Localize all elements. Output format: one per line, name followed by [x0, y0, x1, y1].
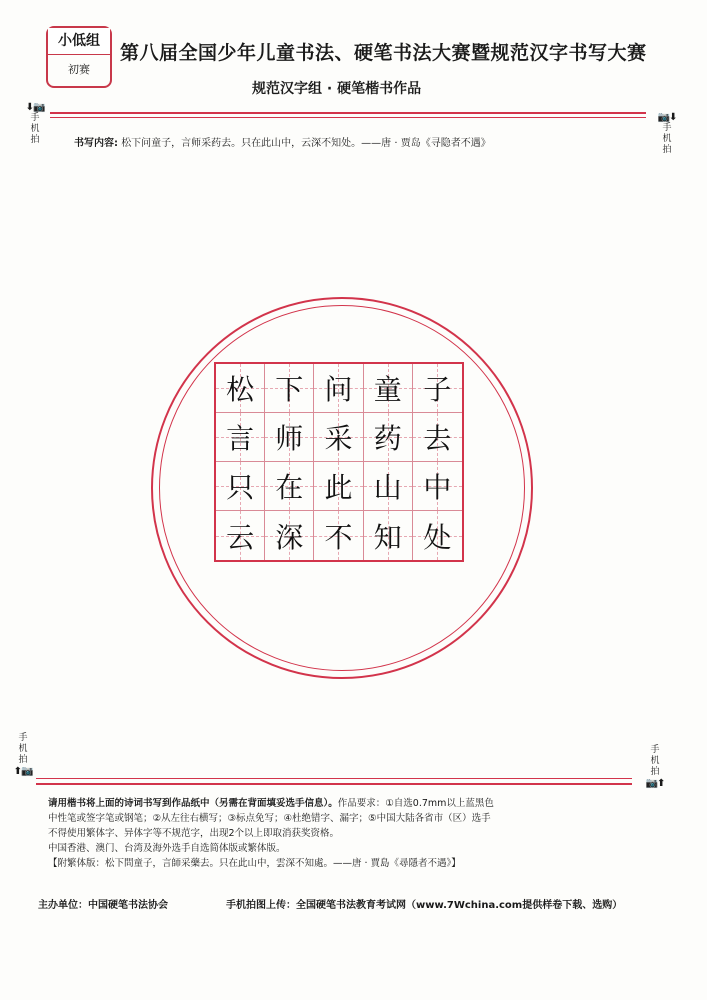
- grid-cell: 松: [216, 364, 265, 413]
- bottom-rule-thin: [36, 778, 632, 779]
- phone-mark-char: 手: [30, 113, 40, 123]
- camera-icon: ⬆📷: [13, 766, 33, 777]
- group-badge: [46, 26, 112, 88]
- phone-mark-char: 机: [650, 756, 660, 766]
- grid-cell: 问: [314, 364, 363, 413]
- organizer-text: 主办单位：中国硬笔书法协会: [38, 900, 168, 911]
- camera-icon: 📷⬇: [657, 112, 677, 123]
- phone-mark-char: 手: [18, 733, 28, 743]
- grid-cell: 处: [413, 511, 462, 560]
- grid-cell: 云: [216, 511, 265, 560]
- bottom-rule: [36, 783, 632, 785]
- instruction-line: [48, 796, 648, 811]
- phone-mark-char: 机: [662, 134, 672, 144]
- instruction-rest: 作品要求：①自选0.7mm以上蓝黑色: [337, 798, 494, 809]
- group-label: 小低组: [48, 28, 110, 55]
- instruction-lead: 请用楷书将上面的诗词书写到作品纸中（另需在背面填妥选手信息）。: [48, 798, 338, 809]
- phone-mark-char: 拍: [662, 145, 672, 155]
- grid-cell: 药: [364, 413, 413, 462]
- phone-capture-mark-top-right: [652, 112, 682, 156]
- writing-content-text: 松下问童子，言师采药去。只在此山中，云深不知处。——唐 · 贾岛《寻隐者不遇》: [121, 138, 491, 149]
- phone-mark-char: 拍: [30, 135, 40, 145]
- grid-cell: 采: [314, 413, 363, 462]
- phone-mark-char: 拍: [650, 767, 660, 777]
- phone-capture-mark-bottom-left: [8, 733, 38, 777]
- grid-cell: 此: [314, 462, 363, 511]
- instructions: [48, 796, 648, 871]
- phone-mark-char: 手: [662, 123, 672, 133]
- grid-cell: 深: [265, 511, 314, 560]
- writing-content-label: 书写内容:: [74, 138, 118, 149]
- instruction-line: 不得使用繁体字、异体字等不规范字，出现2个以上即取消获奖资格。: [48, 828, 340, 839]
- grid-cell: 童: [364, 364, 413, 413]
- grid-cell: 下: [265, 364, 314, 413]
- instruction-line: 中性笔或签字笔或钢笔；②从左往右横写；③标点免写；④杜绝错字、漏字；⑤中国大陆各省市（区）选手: [48, 813, 491, 824]
- grid-cell: 知: [364, 511, 413, 560]
- camera-icon: 📷⬆: [645, 778, 665, 789]
- grid-cell: 中: [413, 462, 462, 511]
- phone-mark-char: 拍: [18, 755, 28, 765]
- grid-cell: 言: [216, 413, 265, 462]
- grid-cell: 只: [216, 462, 265, 511]
- top-rule: [50, 112, 646, 114]
- grid-cell: 子: [413, 364, 462, 413]
- traditional-version-line: 【附繁体版：松下問童子，言師采藥去。只在此山中，雲深不知處。——唐 · 賈島《尋隱者不遇》】: [48, 858, 461, 869]
- grid-cell: 山: [364, 462, 413, 511]
- grid-cell: 师: [265, 413, 314, 462]
- top-rule-thin: [50, 117, 646, 118]
- phone-capture-mark-top-left: [20, 102, 50, 146]
- phone-capture-mark-bottom-right: [640, 745, 670, 789]
- grid-cell: 在: [265, 462, 314, 511]
- phone-mark-char: 手: [650, 745, 660, 755]
- page-title: 第八届全国少年儿童书法、硬笔书法大赛暨规范汉字书写大赛: [120, 42, 647, 64]
- writing-content: [74, 134, 491, 149]
- grid-cell: 去: [413, 413, 462, 462]
- grid-cell: 不: [314, 511, 363, 560]
- instruction-line: 中国香港、澳门、台湾及海外选手自选简体版或繁体版。: [48, 843, 286, 854]
- upload-text: 手机拍图上传：全国硬笔书法教育考试网（www.7Wchina.com提供样卷下载、选购）: [226, 900, 623, 911]
- page-subtitle: 规范汉字组 · 硬笔楷书作品: [252, 81, 422, 97]
- phone-mark-char: 机: [30, 124, 40, 134]
- camera-icon: ⬇📷: [25, 102, 45, 113]
- writing-grid: [214, 362, 464, 562]
- stage-label: 初赛: [68, 63, 90, 76]
- phone-mark-char: 机: [18, 744, 28, 754]
